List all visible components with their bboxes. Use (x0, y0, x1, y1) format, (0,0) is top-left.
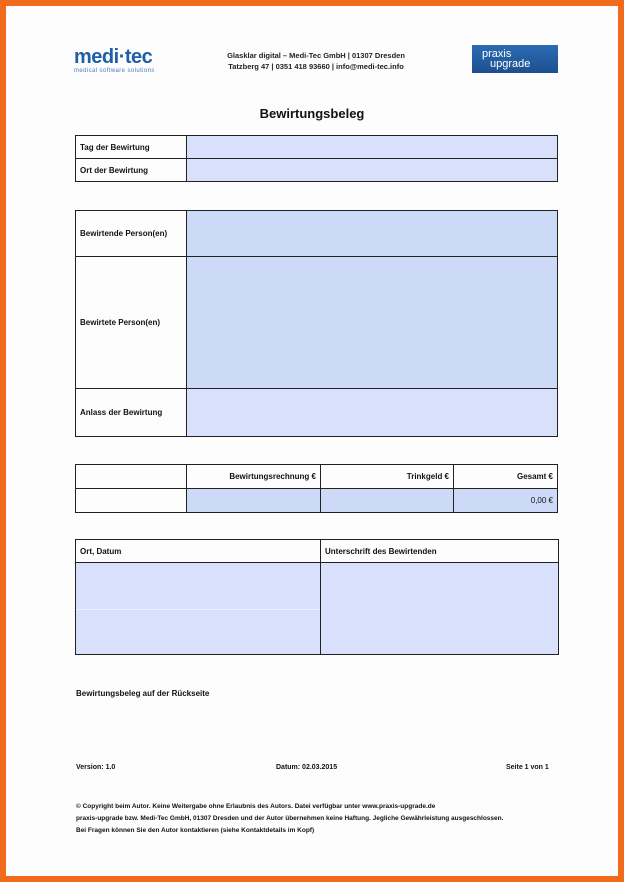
logo-word-right: tec (124, 46, 153, 68)
tag-label: Tag der Bewirtung (76, 136, 187, 159)
copyright-line-2: praxis-upgrade bzw. Medi-Tec GmbH, 01307 Dresden und der Autor übernehmen keine Haftung. Jegliche Gewährleistung ausgeschlossen. (76, 815, 504, 822)
logo-dot: · (118, 46, 125, 68)
persons-table (75, 210, 558, 437)
date-place-table (75, 135, 558, 182)
bewirtende-field[interactable] (187, 211, 558, 257)
bewirtete-field[interactable] (187, 257, 558, 389)
praxis-logo-line-2: upgrade (490, 58, 531, 70)
meditec-logo (74, 47, 164, 79)
contact-info (176, 50, 456, 72)
rechnung-header: Bewirtungsrechnung € (187, 465, 321, 489)
table-row (76, 136, 558, 159)
table-row (76, 159, 558, 182)
ort-datum-label: Ort, Datum (76, 540, 321, 563)
ort-datum-field[interactable] (76, 563, 321, 655)
date-text: Datum: 02.03.2015 (276, 764, 338, 771)
bewirtete-label: Bewirtete Person(en) (76, 257, 187, 389)
version-text: Version: 1.0 (76, 764, 116, 771)
contact-line-2: Tatzberg 47 | 0351 418 93660 | info@medi-tec.info (228, 62, 404, 71)
document-page (6, 6, 618, 876)
bewirtende-label: Bewirtende Person(en) (76, 211, 187, 257)
anlass-label: Anlass der Bewirtung (76, 389, 187, 437)
reverse-side-note: Bewirtungsbeleg auf der Rückseite (76, 689, 210, 698)
table-row (76, 563, 559, 655)
praxis-upgrade-logo (472, 45, 558, 73)
trinkgeld-header: Trinkgeld € (321, 465, 454, 489)
trinkgeld-field[interactable] (321, 489, 454, 513)
table-row (76, 211, 558, 257)
logo-tagline: medical software solutions (74, 68, 155, 74)
unterschrift-label: Unterschrift des Bewirtenden (321, 540, 559, 563)
field-divider (76, 609, 320, 610)
signature-field[interactable] (321, 563, 559, 655)
anlass-field[interactable] (187, 389, 558, 437)
table-row (76, 465, 558, 489)
copyright-block (76, 801, 556, 837)
table-row (76, 257, 558, 389)
page-number-text: Seite 1 von 1 (506, 764, 549, 771)
table-row (76, 389, 558, 437)
amounts-blank-cell (76, 489, 187, 513)
gesamt-value: 0,00 € (454, 489, 558, 513)
table-row (76, 489, 558, 513)
gesamt-header: Gesamt € (454, 465, 558, 489)
copyright-line-1: © Copyright beim Autor. Keine Weitergabe ohne Erlaubnis des Autors. Datei verfügbar unter www.praxis-upgrade.de (76, 803, 436, 810)
rechnung-field[interactable] (187, 489, 321, 513)
amounts-table (75, 464, 558, 513)
copyright-line-3: Bei Fragen können Sie den Autor kontaktieren (siehe Kontaktdetails im Kopf) (76, 827, 315, 834)
tag-field[interactable] (187, 136, 558, 159)
ort-field[interactable] (187, 159, 558, 182)
praxis-logo-line-1: praxis (482, 48, 512, 60)
amounts-blank-header (76, 465, 187, 489)
ort-label: Ort der Bewirtung (76, 159, 187, 182)
signature-table (75, 539, 559, 655)
contact-line-1: Glasklar digital – Medi-Tec GmbH | 01307 Dresden (227, 51, 405, 60)
table-row (76, 540, 559, 563)
document-title: Bewirtungsbeleg (259, 106, 365, 121)
logo-word-left: medi (74, 46, 119, 68)
